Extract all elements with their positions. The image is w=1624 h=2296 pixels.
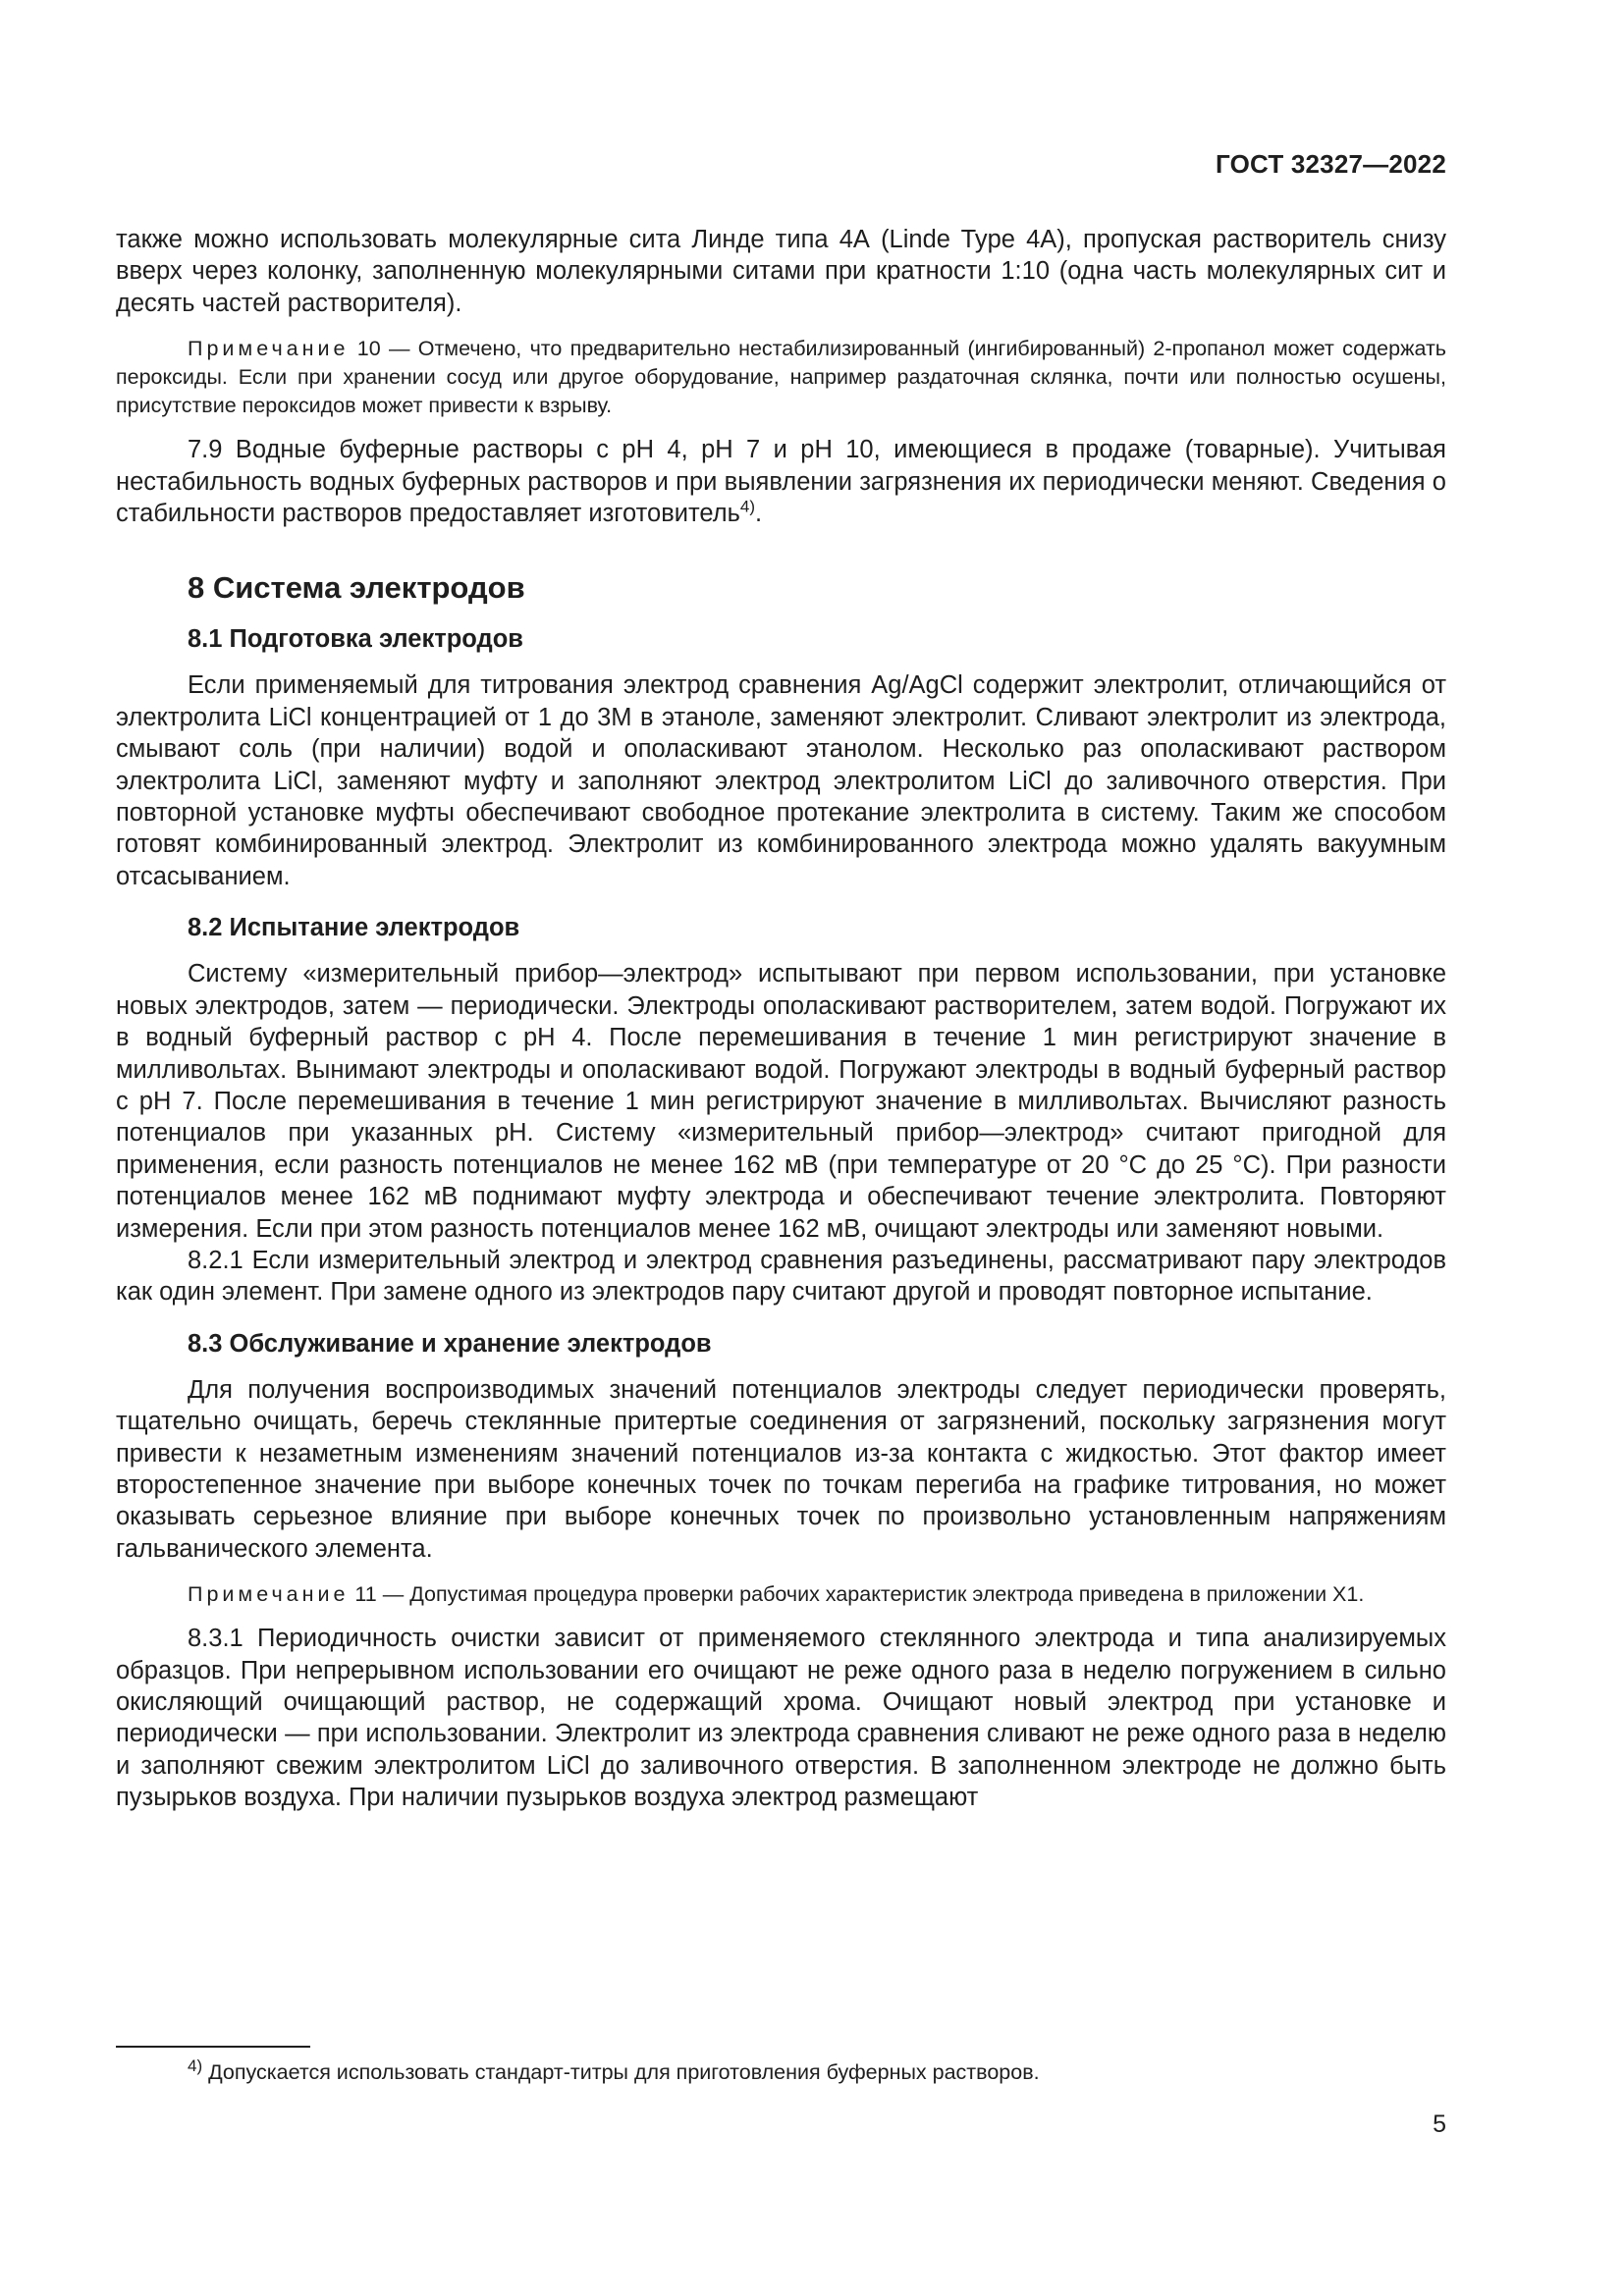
- paragraph-7-9: [116, 434, 1446, 529]
- clause-8-3-1-text: 8.3.1 Периодичность очистки зависит от применяемого стеклянного электрода и типа анализируемых образцов. При непрерывном использовании его очищают не реже одного раза в неделю погружением в сильно окисляющий очищающий раствор, не содержащий хрома. Очищают новый электрод при установке и периодически — при использовании. Электролит из электрода сравнения сливают не реже одного раза в неделю и заполняют свежим электролитом LiCl до заливочного отверстия. В заполненном электроде не должно быть пузырьков воздуха. При наличии пузырьков воздуха электрод размещают: [116, 1625, 1446, 1812]
- paragraph-7-9-end: .: [755, 500, 763, 528]
- paragraph-7-9-text: 7.9 Водные буферные растворы с pH 4, pH 7 и pH 10, имеющиеся в продаже (товарные). Учитывая нестабильность водных буферных растворов и при выявлении загрязнения их периодически меняют. Сведения о стабильности растворов предоставляет изготовитель: [116, 436, 1446, 528]
- document-code-header: ГОСТ 32327—2022: [1216, 149, 1446, 179]
- page-number: 5: [1433, 2110, 1446, 2138]
- section-8-title: 8 Система электродов: [188, 570, 525, 606]
- note-10-text: 10 — Отмечено, что предварительно нестабилизированный (ингибированный) 2-пропанол может содержать пероксиды. Если при хранении сосуд или другое оборудование, например раздаточная склянка, почти или полностью осушены, присутствие пероксидов может привести к взрыву.: [116, 337, 1446, 418]
- note-11-label: Примечание: [188, 1582, 350, 1607]
- subsection-8-1-title: 8.1 Подготовка электродов: [188, 625, 523, 654]
- note-10-label: Примечание: [188, 337, 350, 361]
- subsection-8-3-text: Для получения воспроизводимых значений потенциалов электроды следует периодически проверять, тщательно очищать, беречь стеклянные притертые соединения от загрязнений, поскольку загрязнения могут привести к незаметным изменениям значений потенциалов из-за контакта с жидкостью. Этот фактор имеет второстепенное значение при выборе конечных точек по точкам перегиба на графике титрования, но может оказывать серьезное влияние при выборе конечных точек по произвольно установленным напряжениям гальванического элемента.: [116, 1375, 1446, 1563]
- clause-8-2-1-text: 8.2.1 Если измерительный электрод и электрод сравнения разъединены, рассматривают пару электродов как один элемент. При замене одного из электродов пару считают другой и проводят повторное испытание.: [116, 1246, 1446, 1307]
- footnote-ref-4: 4): [739, 497, 756, 516]
- intro-paragraph: также можно использовать молекулярные сита Линде типа 4А (Linde Type 4А), пропуская растворитель снизу вверх через колонку, заполненную молекулярными ситами при кратности 1:10 (одна часть молекулярных сит и десять частей растворителя).: [116, 226, 1446, 317]
- subsection-8-3-title: 8.3 Обслуживание и хранение электродов: [188, 1329, 712, 1358]
- footnote-4: [188, 2058, 1040, 2086]
- footnote-4-text: Допускается использовать стандарт-титры для приготовления буферных растворов.: [202, 2060, 1040, 2084]
- note-11-text: 11 — Допустимая процедура проверки рабочих характеристик электрода приведена в приложении X1.: [349, 1582, 1365, 1607]
- document-body: [116, 224, 1446, 1814]
- footnote-separator: [116, 2046, 310, 2048]
- note-10: [116, 335, 1446, 420]
- footnote-4-marker: 4): [188, 2056, 203, 2075]
- subsection-8-1-text: Если применяемый для титрования электрод сравнения Ag/AgCl содержит электролит, отличающийся от электролита LiCl концентрацией от 1 до 3М в этаноле, заменяют электролит. Сливают электролит из электрода, смывают соль (при наличии) водой и ополаскивают этанолом. Несколько раз ополаскивают раствором электролита LiCl, заменяют муфту и заполняют электрод электролитом LiCl до заливочного отверстия. При повторной установке муфты обеспечивают свободное протекание электролита в систему. Таким же способом готовят комбинированный электрод. Электролит из комбинированного электрода можно удалять вакуумным отсасыванием.: [116, 671, 1446, 890]
- subsection-8-2-title: 8.2 Испытание электродов: [188, 914, 520, 942]
- subsection-8-2-text: Систему «измерительный прибор—электрод» испытывают при первом использовании, при установке новых электродов, затем — периодически. Электроды ополаскивают растворителем, затем водой. Погружают их в водный буферный раствор с pH 4. После перемешивания в течение 1 мин регистрируют значение в милливольтах. Вынимают электроды и ополаскивают водой. Погружают электроды в водный буферный раствор с pH 7. После перемешивания в течение 1 мин регистрируют значение в милливольтах. Вычисляют разность потенциалов при указанных pH. Систему «измерительный прибор—электрод» считают пригодной для применения, если разность потенциалов не менее 162 мВ (при температуре от 20 °С до 25 °С). При разности потенциалов менее 162 мВ поднимают муфту электрода и обеспечивают течение электролита. Повторяют измерения. Если при этом разность потенциалов менее 162 мВ, очищают электроды или заменяют новыми.: [116, 960, 1446, 1243]
- note-11: [116, 1580, 1446, 1609]
